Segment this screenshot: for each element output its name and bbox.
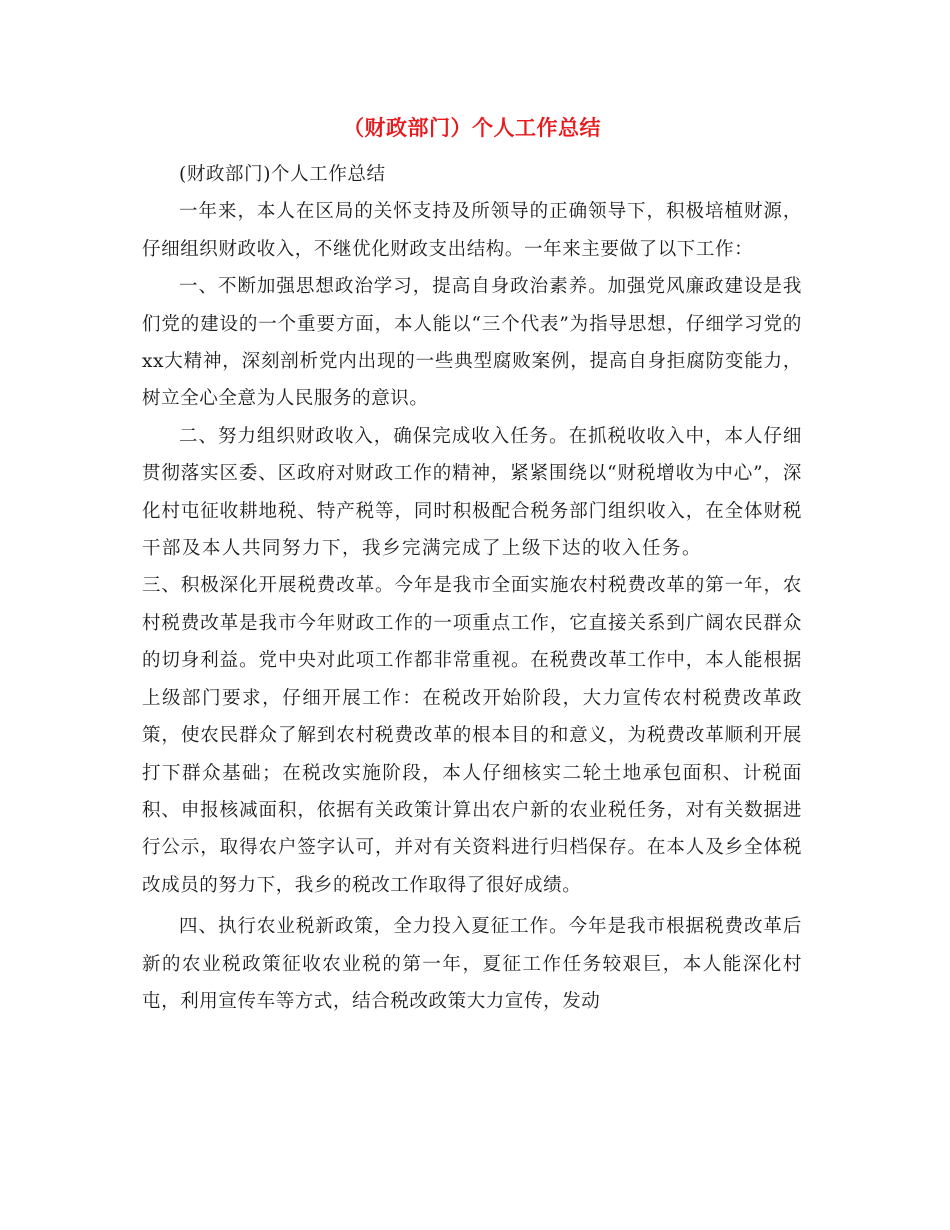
document-title: （财政部门）个人工作总结 <box>343 116 601 140</box>
paragraph-section-3: 三、积极深化开展税费改革。今年是我市全面实施农村税费改革的第一年，农村税费改革是我市今年财政工作的一项重点工作，它直接关系到广阔农民群众的切身利益。党中央对此项工作都非常重视。在税费改革工作中，本人能根据上级部门要求，仔细开展工作：在税改开始阶段，大力宣传农村税费改革政策，使农民群众了解到农村税费改革的根本目的和意义，为税费改革顺利开展打下群众基础；在税改实施阶段，本人仔细核实二轮土地承包面积、计税面积、申报核减面积，依据有关政策计算出农户新的农业税任务，对有关数据进行公示，取得农户签字认可，并对有关资料进行归档保存。在本人及乡全体税改成员的努力下，我乡的税改工作取得了很好成绩。 <box>142 575 802 896</box>
paragraph-section-4: 四、执行农业税新政策，全力投入夏征工作。今年是我市根据税费改革后新的农业税政策征收农业税的第一年，夏征工作任务较艰巨，本人能深化村屯，利用宣传车等方式，结合税改政策大力宣传，发动 <box>142 916 802 1012</box>
paragraph-subtitle: (财政部门)个人工作总结 <box>179 164 386 185</box>
paragraph-section-1: 一、不断加强思想政治学习，提高自身政治素养。加强党风廉政建设是我们党的建设的一个重要方面，本人能以“三个代表”为指导思想，仔细学习党的xx大精神，深刻剖析党内出现的一些典型腐败案例，提高自身拒腐防变能力，树立全心全意为人民服务的意识。 <box>142 276 802 410</box>
paragraph-section-2-3 <box>142 418 802 904</box>
document-page <box>142 112 802 1020</box>
paragraph-intro: 一年来，本人在区局的关怀支持及所领导的正确领导下，积极培植财源，仔细组织财政收入，不继优化财政支出结构。一年来主要做了以下工作： <box>142 201 802 260</box>
paragraph-section-2: 二、努力组织财政收入，确保完成收入任务。在抓税收收入中，本人仔细贯彻落实区委、区政府对财政工作的精神，紧紧围绕以“财税增收为中心”，深化村屯征收耕地税、特产税等，同时积极配合税务部门组织收入，在全体财税干部及本人共同努力下，我乡完满完成了上级下达的收入任务。 <box>142 425 802 560</box>
